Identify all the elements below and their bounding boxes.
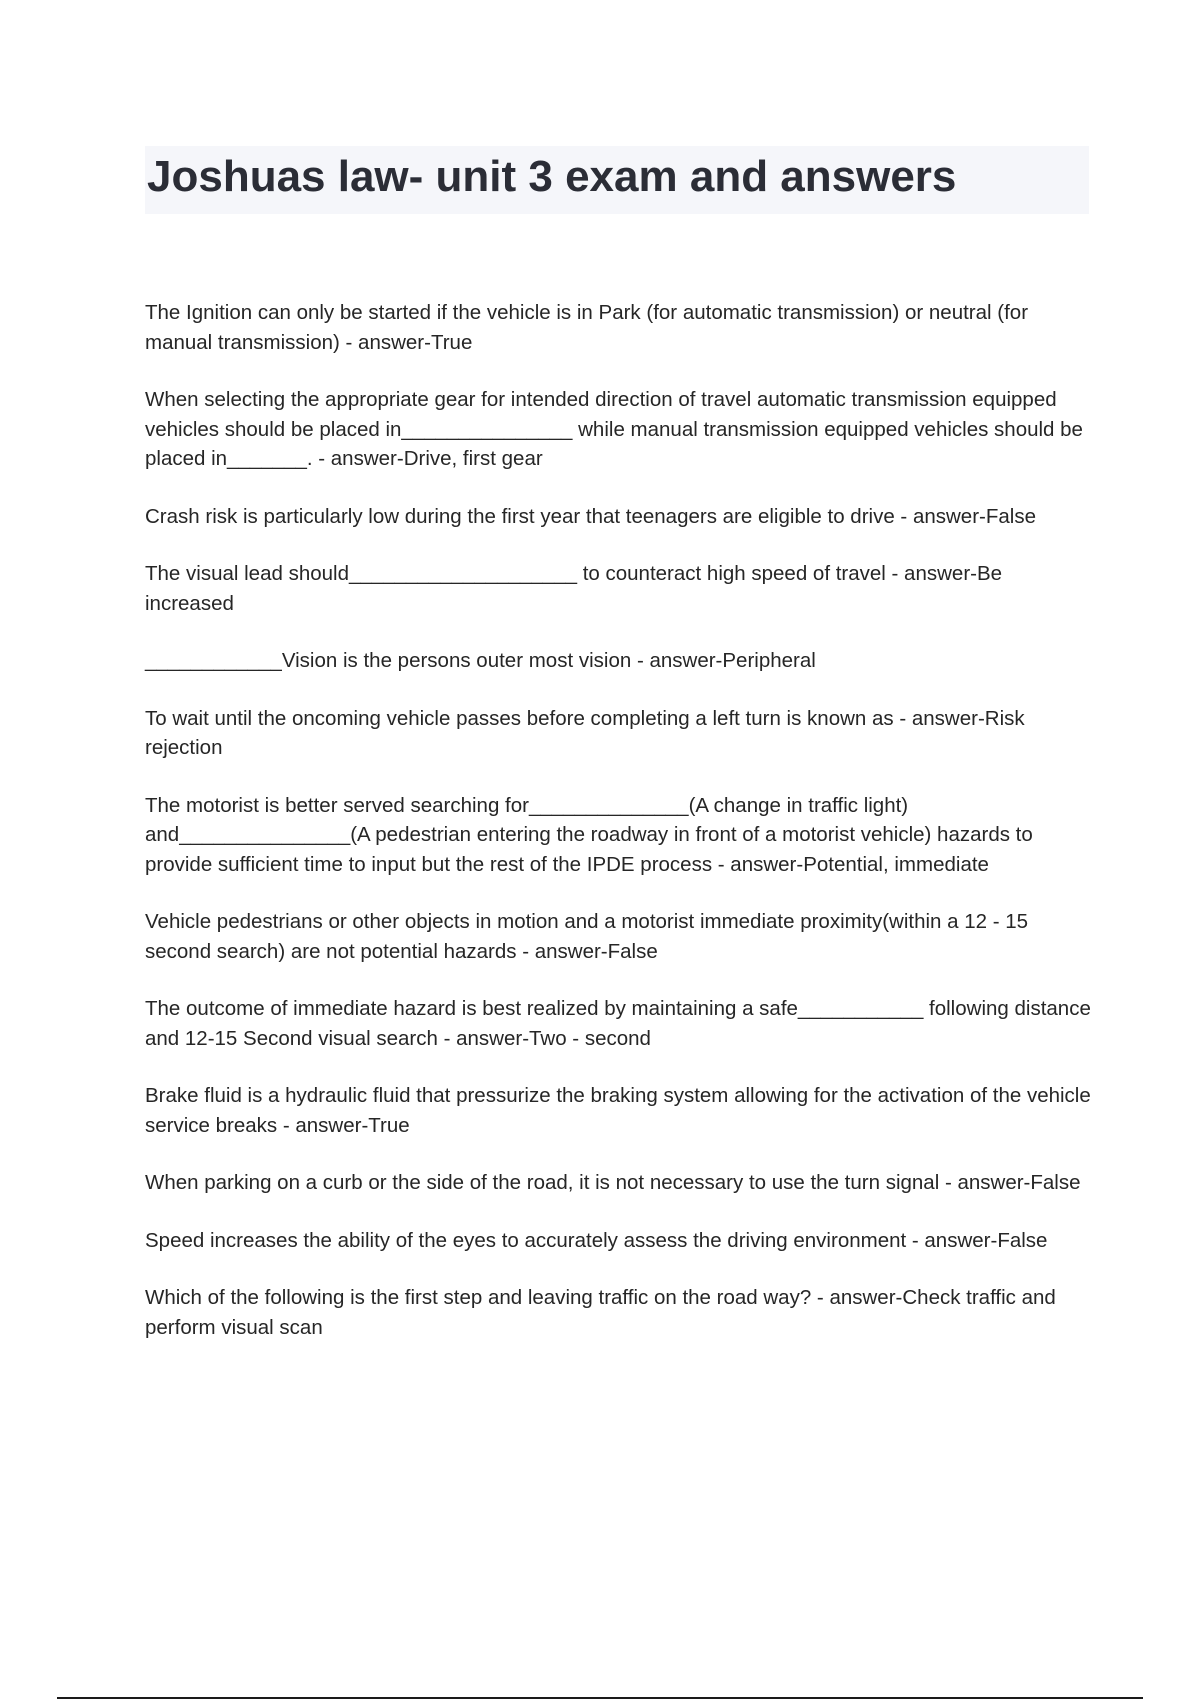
question-answer-list (145, 298, 1095, 1370)
qa-item-10: Brake fluid is a hydraulic fluid that pressurize the braking system allowing for the activation of the vehicle service breaks - answer-True (145, 1084, 1091, 1137)
qa-item-9: The outcome of immediate hazard is best realized by maintaining a safe___________ following distance and 12-15 Second visual search - answer-Two - second (145, 997, 1091, 1050)
qa-item-2: When selecting the appropriate gear for intended direction of travel automatic transmission equipped vehicles should be placed in_______________ while manual transmission equipped vehicles should be placed in_______. - answer-Drive, first gear (145, 388, 1083, 470)
qa-item-6: To wait until the oncoming vehicle passes before completing a left turn is known as - answer-Risk rejection (145, 706, 1025, 759)
document-title: Joshuas law- unit 3 exam and answers (147, 152, 957, 201)
qa-item-1: The Ignition can only be started if the vehicle is in Park (for automatic transmission) or neutral (for manual transmission) - answer-True (145, 301, 1029, 354)
qa-item-11: When parking on a curb or the side of the road, it is not necessary to use the turn signal - answer-False (145, 1171, 1081, 1194)
qa-item-12: Speed increases the ability of the eyes to accurately assess the driving environment - answer-False (145, 1228, 1048, 1252)
page-bottom-divider (57, 1697, 1143, 1699)
qa-item-8: Vehicle pedestrians or other objects in motion and a motorist immediate proximity(within a 12 - 15 second search) are not potential hazards - answer-False (145, 910, 1029, 963)
qa-item-5: ____________Vision is the persons outer most vision - answer-Peripheral (145, 649, 816, 672)
qa-item-13: Which of the following is the first step and leaving traffic on the road way? - answer-Check traffic and perform visual scan (145, 1286, 1056, 1339)
title-banner (145, 146, 1089, 214)
qa-item-7: The motorist is better served searching for______________(A change in traffic light) and_______________(A pedestrian entering the roadway in front of a motorist vehicle) hazards to provide sufficient time to input but the rest of the IPDE process - answer-Potential, immediate (145, 793, 1033, 876)
qa-item-4: The visual lead should____________________ to counteract high speed of travel - answer-Be increased (145, 562, 1003, 615)
qa-item-3: Crash risk is particularly low during the first year that teenagers are eligible to drive - answer-False (145, 504, 1036, 528)
